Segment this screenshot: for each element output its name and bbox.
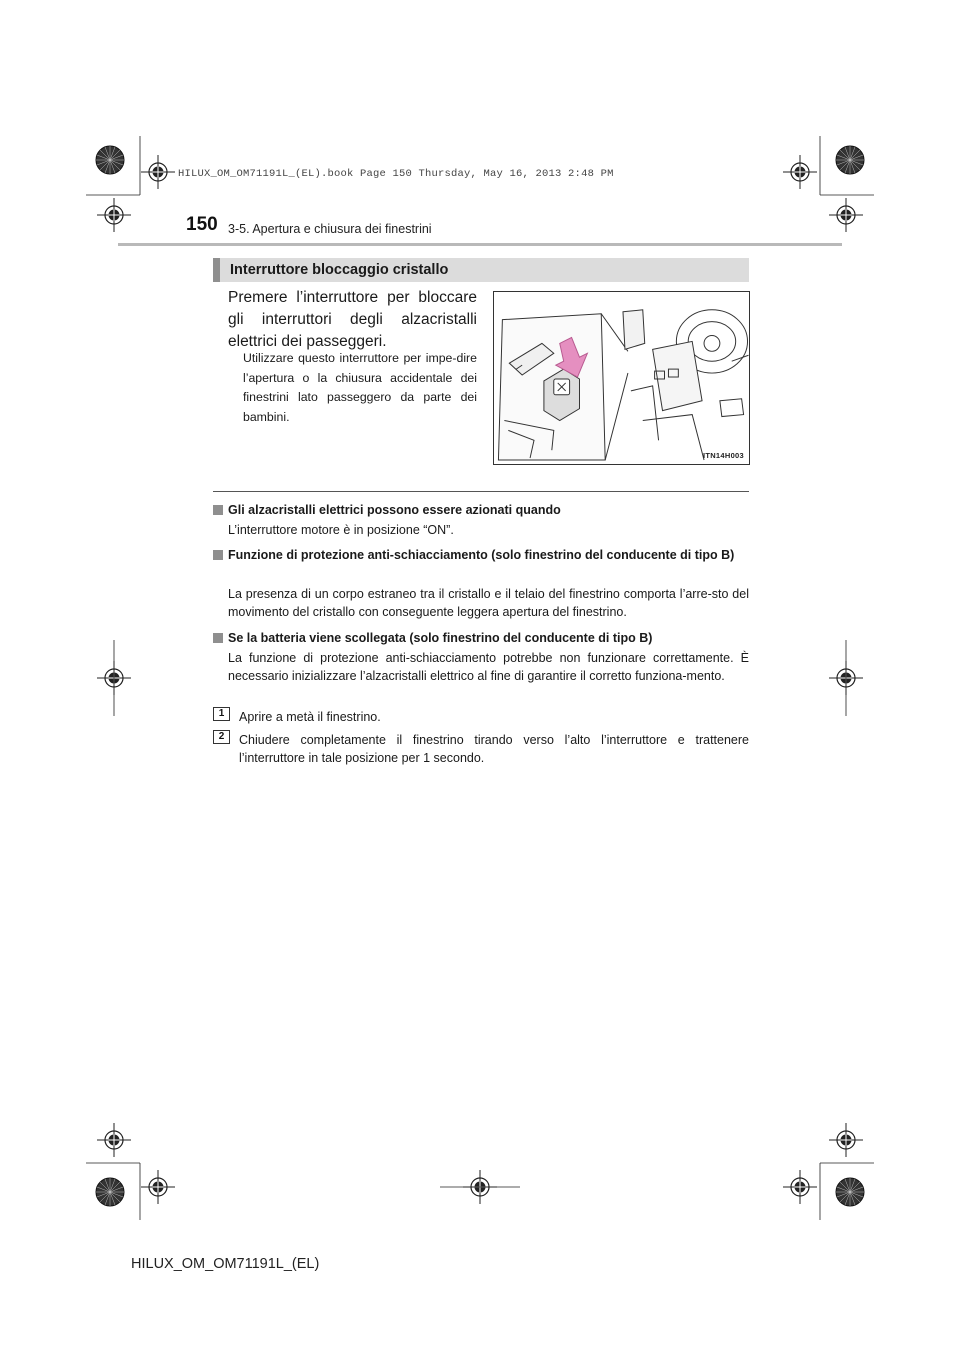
bullet-square-icon	[213, 505, 223, 515]
book-file-header: HILUX_OM_OM71191L_(EL).book Page 150 Thursday, May 16, 2013 2:48 PM	[178, 168, 614, 180]
intro-note: Utilizzare questo interruttore per impe-dire l’apertura o la chiusura accidentale dei finestrini lato passeggero da parte dei bambini.	[243, 351, 477, 424]
section-divider	[213, 491, 749, 492]
info-heading-3	[213, 629, 749, 647]
info-body-3: La funzione di protezione anti-schiacciamento potrebbe non funzionare correttamente. È necessario inizializzare l’alzacristalli elettrico al fine di garantire il corretto funziona-mento.	[228, 651, 749, 683]
info-body-1: L’interruttore motore è in posizione “ON”.	[228, 523, 454, 537]
info-heading-2	[213, 546, 749, 564]
dashboard-illustration	[494, 292, 749, 464]
step-badge-1: 1	[213, 707, 230, 721]
figure-code: ITN14H003	[702, 451, 744, 460]
bullet-square-icon	[213, 633, 223, 643]
section-heading: Interruttore bloccaggio cristallo	[230, 262, 449, 278]
page-number: 150	[186, 214, 218, 235]
info-heading-text: Funzione di protezione anti-schiacciamento (solo finestrino del conducente di tipo B)	[228, 548, 735, 562]
info-heading-text: Gli alzacristalli elettrici possono essere azionati quando	[228, 503, 561, 517]
info-body-2: La presenza di un corpo estraneo tra il cristallo e il telaio del finestrino comporta l’arre-sto del movimento del cristallo con conseguente leggera apertura del finestrino.	[228, 587, 749, 619]
illustration-window-lock-switch	[493, 291, 750, 465]
section-title: 3-5. Apertura e chiusura dei finestrini	[228, 222, 432, 236]
footer-doc-code: HILUX_OM_OM71191L_(EL)	[131, 1256, 320, 1272]
step-text-1: Aprire a metà il finestrino.	[239, 710, 381, 724]
step-text-2: Chiudere completamente il finestrino tirando verso l’alto l’interruttore e trattenere l’interruttore in tale posizione per 1 secondo.	[239, 733, 749, 765]
step-badge-2: 2	[213, 730, 230, 744]
header-rule	[118, 243, 842, 246]
intro-text: Premere l’interruttore per bloccare gli interruttori degli alzacristalli elettrici dei passeggeri.	[228, 289, 477, 350]
bullet-square-icon	[213, 550, 223, 560]
info-heading-text: Se la batteria viene scollegata (solo finestrino del conducente di tipo B)	[228, 631, 653, 645]
section-heading-bar	[213, 258, 749, 282]
info-heading-1	[213, 501, 749, 519]
